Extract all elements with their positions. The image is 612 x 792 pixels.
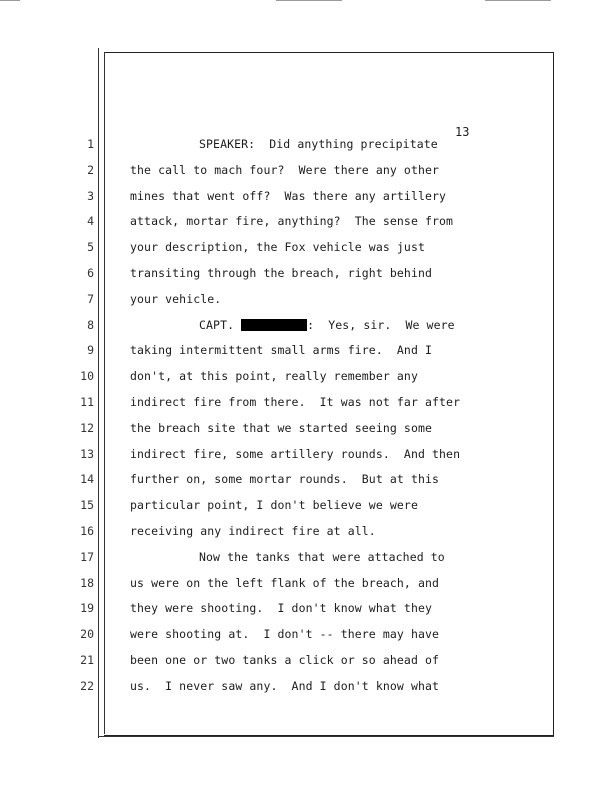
line-number: 19 xyxy=(80,601,94,615)
transcript-line: indirect fire, some artillery rounds. And then xyxy=(130,447,461,461)
transcript-line: don't, at this point, really remember any xyxy=(130,369,418,383)
transcript-line: were shooting at. I don't -- there may have xyxy=(130,627,440,641)
line-number: 1 xyxy=(87,137,94,151)
transcript-line: receiving any indirect fire at all. xyxy=(130,524,376,538)
line-number: 7 xyxy=(87,292,94,306)
line-number: 10 xyxy=(80,369,94,383)
redaction-box xyxy=(241,319,307,331)
left-margin-line-outer xyxy=(98,48,99,738)
transcript-line: indirect fire from there. It was not far after xyxy=(130,395,461,409)
line-text: : Yes, sir. We were xyxy=(307,318,455,332)
transcript-line: the call to mach four? Were there any other xyxy=(130,163,440,177)
line-number: 16 xyxy=(80,524,94,538)
transcript-line: they were shooting. I don't know what they xyxy=(130,601,433,615)
transcript-line: your description, the Fox vehicle was just xyxy=(130,240,425,254)
transcript-line: your vehicle. xyxy=(130,292,222,306)
top-scan-rule-center xyxy=(276,0,342,1)
line-number: 6 xyxy=(87,266,94,280)
line-number: 8 xyxy=(87,318,94,332)
transcript-line: further on, some mortar rounds. But at this xyxy=(130,472,440,486)
left-margin-line-inner xyxy=(104,52,105,734)
transcript-line: attack, mortar fire, anything? The sense from xyxy=(130,214,454,228)
line-number: 4 xyxy=(87,214,94,228)
transcript-line xyxy=(199,318,455,332)
transcript-line: taking intermittent small arms fire. And I xyxy=(130,343,433,357)
line-number: 15 xyxy=(80,498,94,512)
line-number: 5 xyxy=(87,240,94,254)
bottom-rule xyxy=(98,736,554,737)
transcript-line: us. I never saw any. And I don't know what xyxy=(130,679,440,693)
speaker-label: CAPT. xyxy=(199,318,242,332)
line-number: 14 xyxy=(80,472,94,486)
transcript-line: been one or two tanks a click or so ahead of xyxy=(130,653,440,667)
line-number: 11 xyxy=(80,395,94,409)
top-scan-rule-left xyxy=(0,0,20,1)
transcript-line: the breach site that we started seeing some xyxy=(130,421,433,435)
line-number: 2 xyxy=(87,163,94,177)
line-number: 22 xyxy=(80,679,94,693)
line-number: 17 xyxy=(80,550,94,564)
transcript-line: us were on the left flank of the breach, and xyxy=(130,576,440,590)
line-number: 18 xyxy=(80,576,94,590)
transcript-line: mines that went off? Was there any artillery xyxy=(130,189,447,203)
line-number: 9 xyxy=(87,343,94,357)
transcript-line: SPEAKER: Did anything precipitate xyxy=(199,137,438,151)
transcript-line: Now the tanks that were attached to xyxy=(199,550,445,564)
page-number: 13 xyxy=(455,125,470,139)
line-number: 12 xyxy=(80,421,94,435)
top-scan-rule-right xyxy=(485,0,551,1)
line-number: 21 xyxy=(80,653,94,667)
line-number: 3 xyxy=(87,189,94,203)
line-number: 20 xyxy=(80,627,94,641)
transcript-line: particular point, I don't believe we were xyxy=(130,498,418,512)
line-number: 13 xyxy=(80,447,94,461)
transcript-line: transiting through the breach, right behind xyxy=(130,266,433,280)
